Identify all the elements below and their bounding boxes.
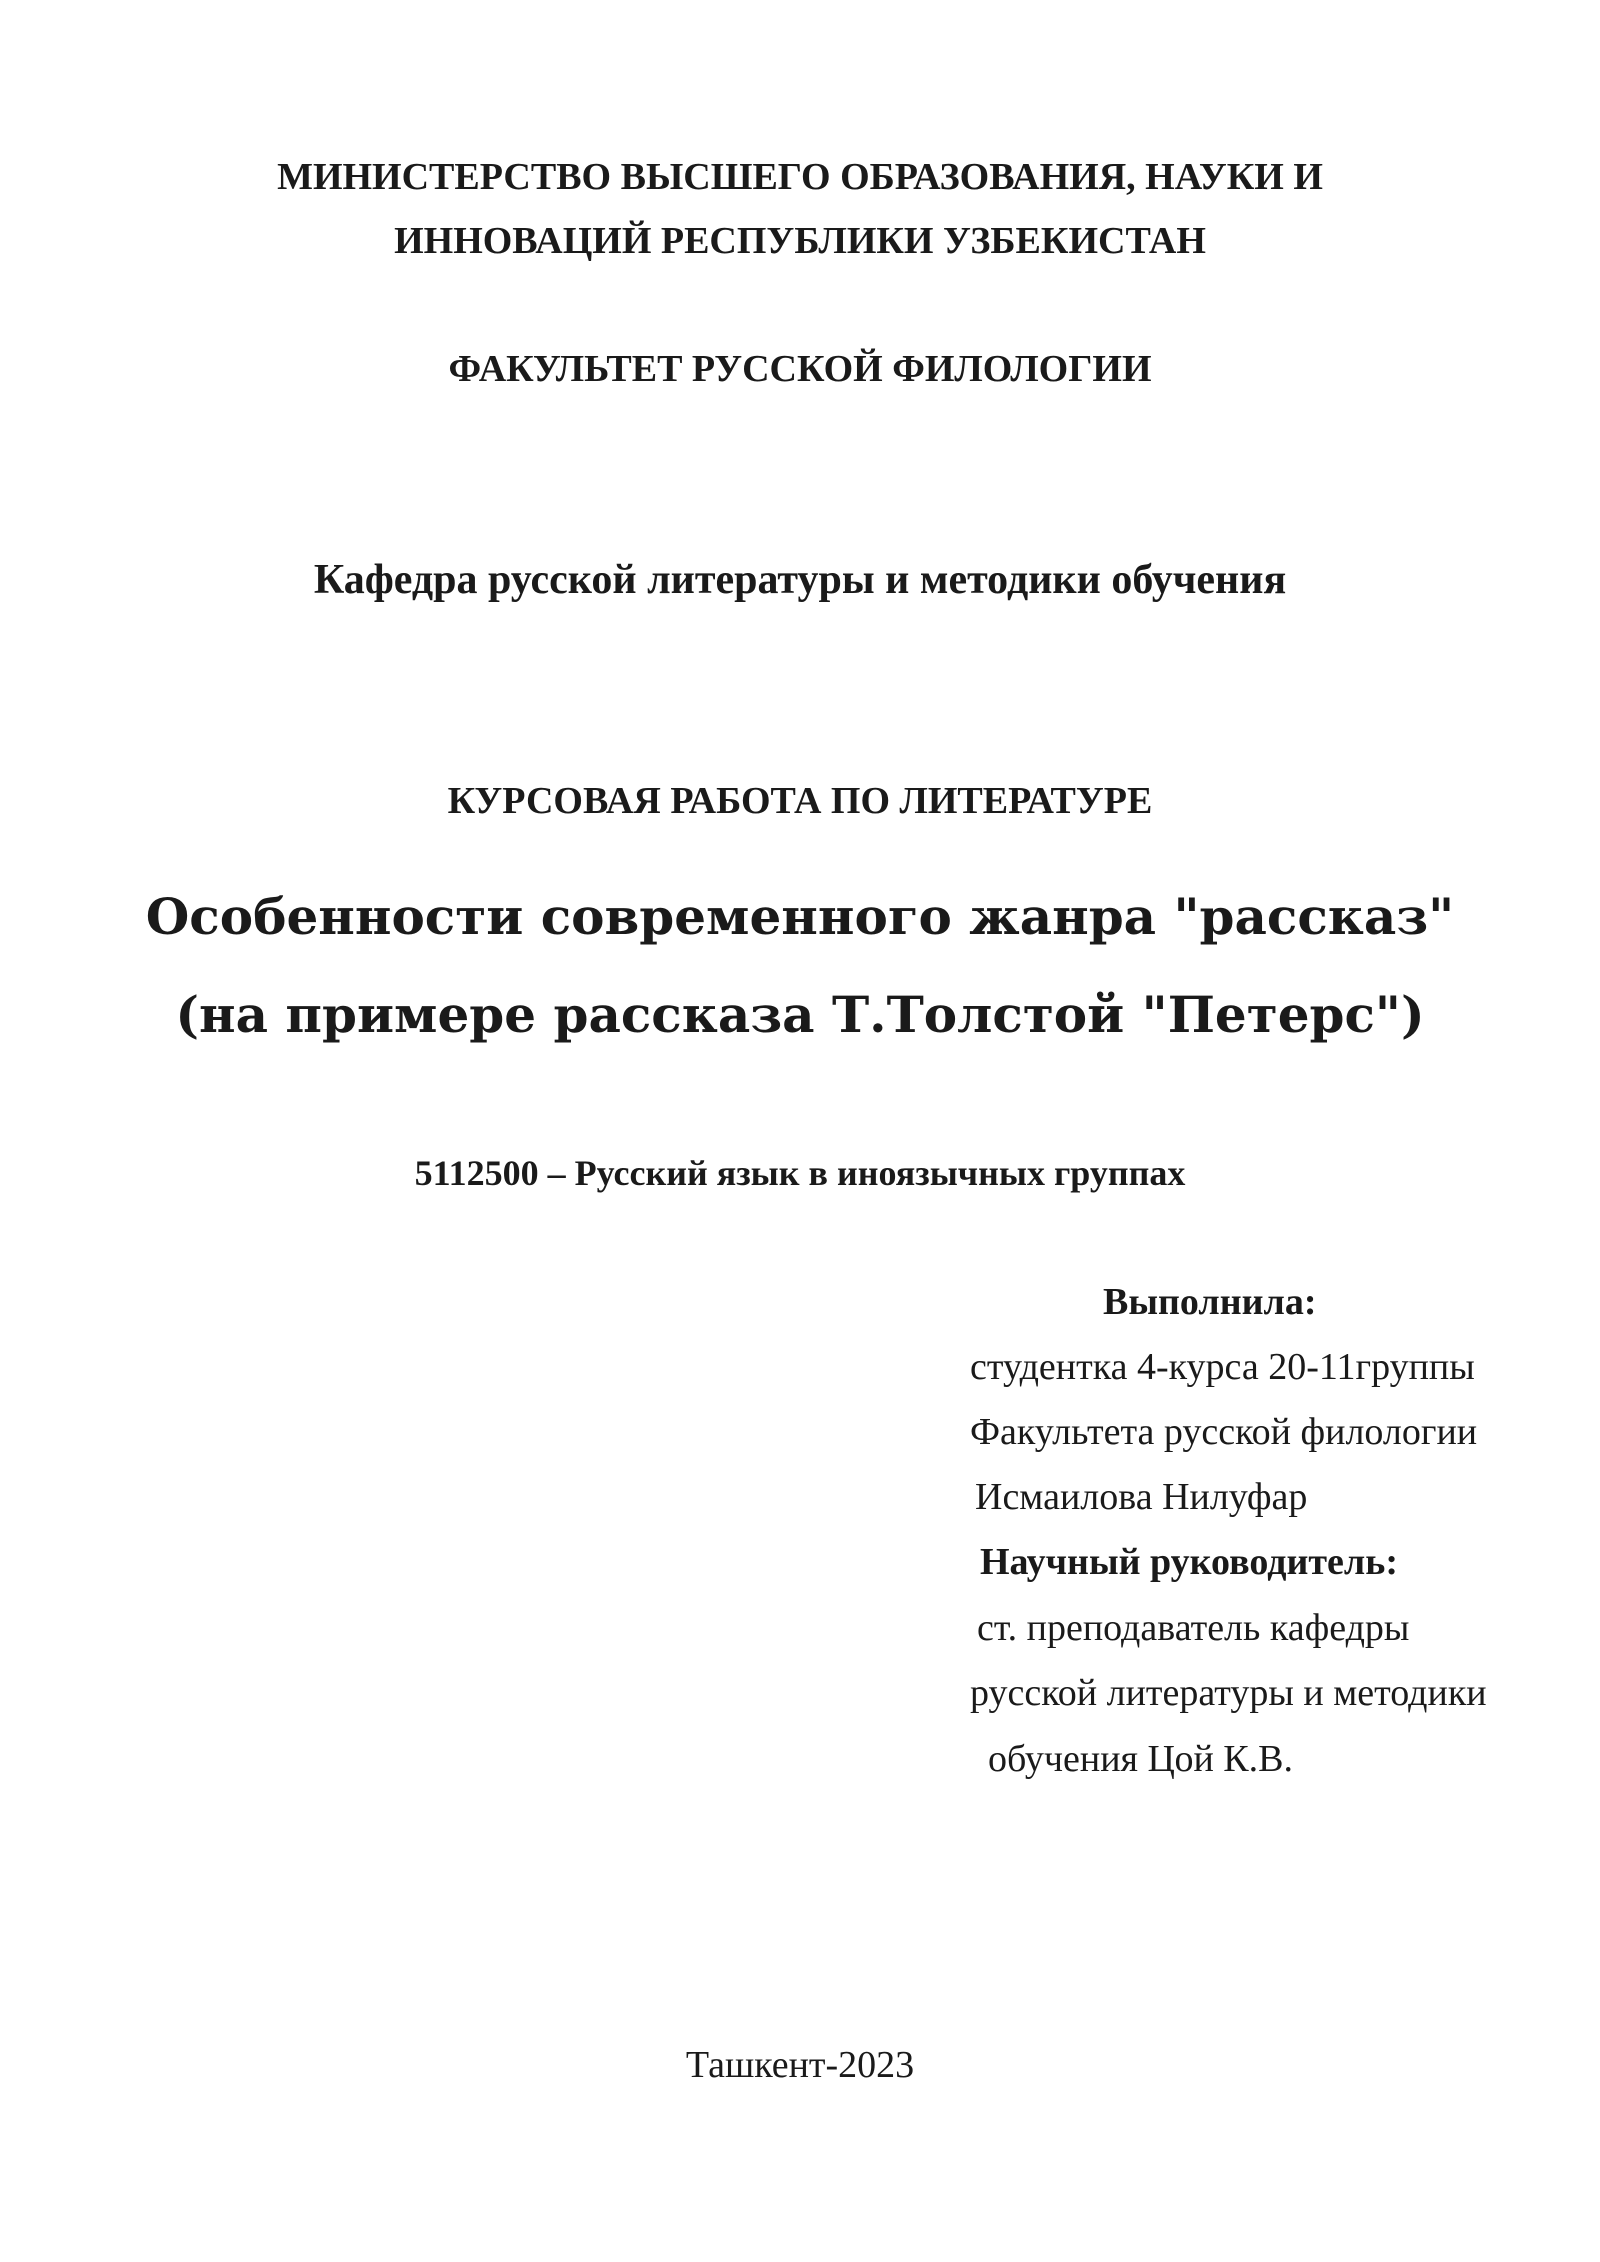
supervisor-name: обучения Цой К.В. [988, 1738, 1293, 1780]
work-type: КУРСОВАЯ РАБОТА ПО ЛИТЕРАТУРЕ [447, 780, 1153, 822]
supervisor-position: ст. преподаватель кафедры [977, 1607, 1410, 1649]
ministry-line-2: ИННОВАЦИЙ РЕСПУБЛИКИ УЗБЕКИСТАН [394, 220, 1206, 262]
student-name: Исмаилова Нилуфар [975, 1476, 1308, 1518]
specialty-line: 5112500 – Русский язык в иноязычных группах [414, 1153, 1186, 1193]
work-title-line-2: (на примере рассказа Т.Толстой "Петерс") [175, 985, 1425, 1044]
city-year: Ташкент-2023 [685, 2044, 915, 2086]
supervisor-department: русской литературы и методики [970, 1672, 1487, 1714]
department-heading: Кафедра русской литературы и методики обучения [313, 557, 1287, 603]
work-title-line-1: Особенности современного жанра "рассказ" [145, 887, 1455, 946]
supervisor-label: Научный руководитель: [980, 1541, 1398, 1583]
student-course-group: студентка 4-курса 20-11группы [970, 1346, 1475, 1388]
student-faculty: Факультета русской филологии [970, 1411, 1478, 1453]
performed-label: Выполнила: [1103, 1281, 1317, 1323]
ministry-line-1: МИНИСТЕРСТВО ВЫСШЕГО ОБРАЗОВАНИЯ, НАУКИ И [277, 156, 1323, 198]
faculty-heading: ФАКУЛЬТЕТ РУССКОЙ ФИЛОЛОГИИ [448, 348, 1152, 390]
